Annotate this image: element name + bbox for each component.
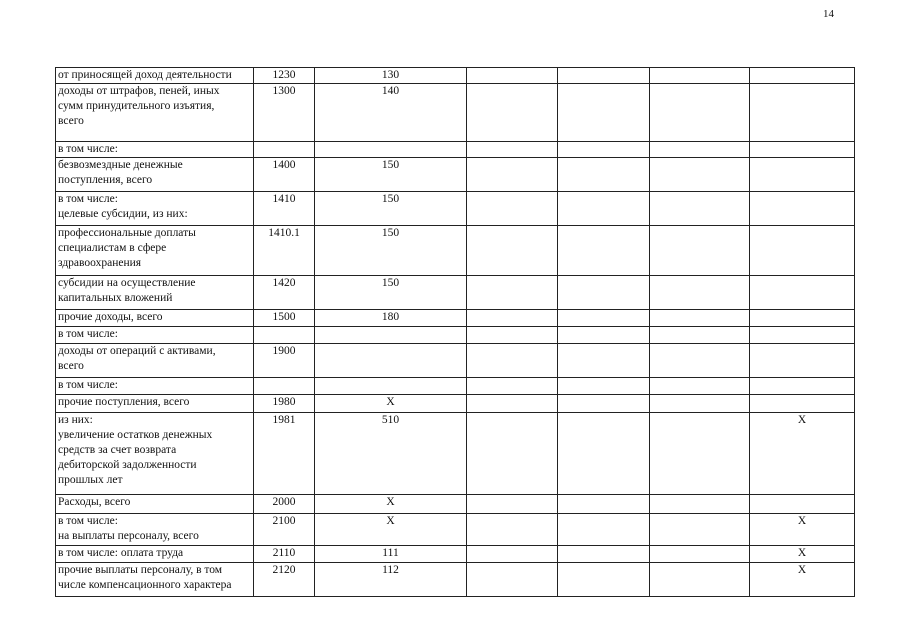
table-row [56, 310, 855, 327]
table-row [56, 563, 855, 597]
row-code: 1981 [254, 413, 315, 495]
row-code: 1500 [254, 310, 315, 327]
value-cell: X [750, 514, 855, 546]
table-row [56, 378, 855, 395]
row-label: Расходы, всего [56, 495, 254, 514]
table-row [56, 84, 855, 142]
value-cell [750, 226, 855, 276]
kosgu-code: X [315, 514, 467, 546]
row-code: 1900 [254, 344, 315, 378]
kosgu-code: 510 [315, 413, 467, 495]
table-row [56, 192, 855, 226]
value-cell [558, 142, 650, 158]
value-cell [750, 68, 855, 84]
value-cell [650, 226, 750, 276]
row-label: в том числе: [56, 327, 254, 344]
row-label: доходы от штрафов, пеней, иных сумм принудительного изъятия, всего [56, 84, 254, 142]
budget-table [55, 67, 855, 597]
row-code [254, 142, 315, 158]
table-row [56, 226, 855, 276]
row-code: 1410 [254, 192, 315, 226]
value-cell [558, 563, 650, 597]
value-cell [650, 327, 750, 344]
value-cell [650, 344, 750, 378]
value-cell [650, 563, 750, 597]
row-label: в том числе: целевые субсидии, из них: [56, 192, 254, 226]
table-row [56, 413, 855, 495]
value-cell [650, 514, 750, 546]
kosgu-code [315, 378, 467, 395]
value-cell [467, 276, 558, 310]
value-cell [750, 84, 855, 142]
value-cell [467, 192, 558, 226]
value-cell [467, 142, 558, 158]
value-cell [558, 395, 650, 413]
value-cell [558, 495, 650, 514]
value-cell [650, 142, 750, 158]
row-code: 2000 [254, 495, 315, 514]
value-cell [750, 495, 855, 514]
row-label: прочие доходы, всего [56, 310, 254, 327]
value-cell [650, 413, 750, 495]
value-cell [650, 276, 750, 310]
value-cell [750, 310, 855, 327]
kosgu-code [315, 344, 467, 378]
kosgu-code: 112 [315, 563, 467, 597]
value-cell [558, 192, 650, 226]
value-cell [558, 226, 650, 276]
value-cell [467, 413, 558, 495]
value-cell [650, 68, 750, 84]
table-row [56, 276, 855, 310]
value-cell [467, 68, 558, 84]
row-code: 1300 [254, 84, 315, 142]
kosgu-code: 150 [315, 192, 467, 226]
page-number: 14 [823, 8, 834, 20]
row-label: от приносящей доход деятельности [56, 68, 254, 84]
row-label: в том числе: [56, 142, 254, 158]
value-cell [558, 276, 650, 310]
table-row [56, 142, 855, 158]
value-cell [750, 378, 855, 395]
value-cell [750, 395, 855, 413]
value-cell [750, 158, 855, 192]
row-label: субсидии на осуществление капитальных вложений [56, 276, 254, 310]
value-cell: X [750, 413, 855, 495]
value-cell [467, 310, 558, 327]
value-cell [650, 495, 750, 514]
row-code: 1420 [254, 276, 315, 310]
kosgu-code: 150 [315, 226, 467, 276]
table-row [56, 514, 855, 546]
value-cell [467, 226, 558, 276]
value-cell [467, 546, 558, 563]
row-label: прочие выплаты персоналу, в том числе компенсационного характера [56, 563, 254, 597]
kosgu-code: X [315, 395, 467, 413]
row-label: профессиональные доплаты специалистам в сфере здравоохранения [56, 226, 254, 276]
value-cell [558, 344, 650, 378]
kosgu-code [315, 142, 467, 158]
row-code [254, 378, 315, 395]
kosgu-code: 180 [315, 310, 467, 327]
row-code: 1230 [254, 68, 315, 84]
value-cell [558, 546, 650, 563]
value-cell [467, 495, 558, 514]
kosgu-code: X [315, 495, 467, 514]
value-cell [558, 327, 650, 344]
value-cell [467, 395, 558, 413]
table-row [56, 68, 855, 84]
row-label: из них: увеличение остатков денежных средств за счет возврата дебиторской задолженности прошлых лет [56, 413, 254, 495]
row-code: 2110 [254, 546, 315, 563]
row-code: 1400 [254, 158, 315, 192]
value-cell [558, 310, 650, 327]
value-cell [650, 395, 750, 413]
row-code: 1410.1 [254, 226, 315, 276]
value-cell [750, 327, 855, 344]
row-label: в том числе: на выплаты персоналу, всего [56, 514, 254, 546]
value-cell [558, 84, 650, 142]
kosgu-code: 130 [315, 68, 467, 84]
value-cell [558, 378, 650, 395]
value-cell [558, 514, 650, 546]
value-cell [750, 192, 855, 226]
kosgu-code [315, 327, 467, 344]
value-cell [650, 84, 750, 142]
table-row [56, 546, 855, 563]
value-cell [467, 344, 558, 378]
row-label: в том числе: оплата труда [56, 546, 254, 563]
row-code: 2100 [254, 514, 315, 546]
value-cell [467, 158, 558, 192]
value-cell [650, 158, 750, 192]
value-cell [558, 68, 650, 84]
value-cell [750, 276, 855, 310]
row-label: прочие поступления, всего [56, 395, 254, 413]
value-cell [650, 192, 750, 226]
row-label: безвозмездные денежные поступления, всего [56, 158, 254, 192]
row-code: 2120 [254, 563, 315, 597]
row-code: 1980 [254, 395, 315, 413]
kosgu-code: 140 [315, 84, 467, 142]
value-cell: X [750, 546, 855, 563]
value-cell [750, 142, 855, 158]
table-row [56, 344, 855, 378]
value-cell [467, 84, 558, 142]
kosgu-code: 111 [315, 546, 467, 563]
value-cell [650, 378, 750, 395]
row-label: доходы от операций с активами, всего [56, 344, 254, 378]
row-code [254, 327, 315, 344]
value-cell: X [750, 563, 855, 597]
table-row [56, 327, 855, 344]
value-cell [467, 563, 558, 597]
table-row [56, 495, 855, 514]
value-cell [467, 378, 558, 395]
value-cell [467, 514, 558, 546]
value-cell [650, 546, 750, 563]
table-row [56, 395, 855, 413]
table-row [56, 158, 855, 192]
value-cell [750, 344, 855, 378]
kosgu-code: 150 [315, 158, 467, 192]
value-cell [558, 158, 650, 192]
value-cell [650, 310, 750, 327]
kosgu-code: 150 [315, 276, 467, 310]
value-cell [467, 327, 558, 344]
row-label: в том числе: [56, 378, 254, 395]
value-cell [558, 413, 650, 495]
